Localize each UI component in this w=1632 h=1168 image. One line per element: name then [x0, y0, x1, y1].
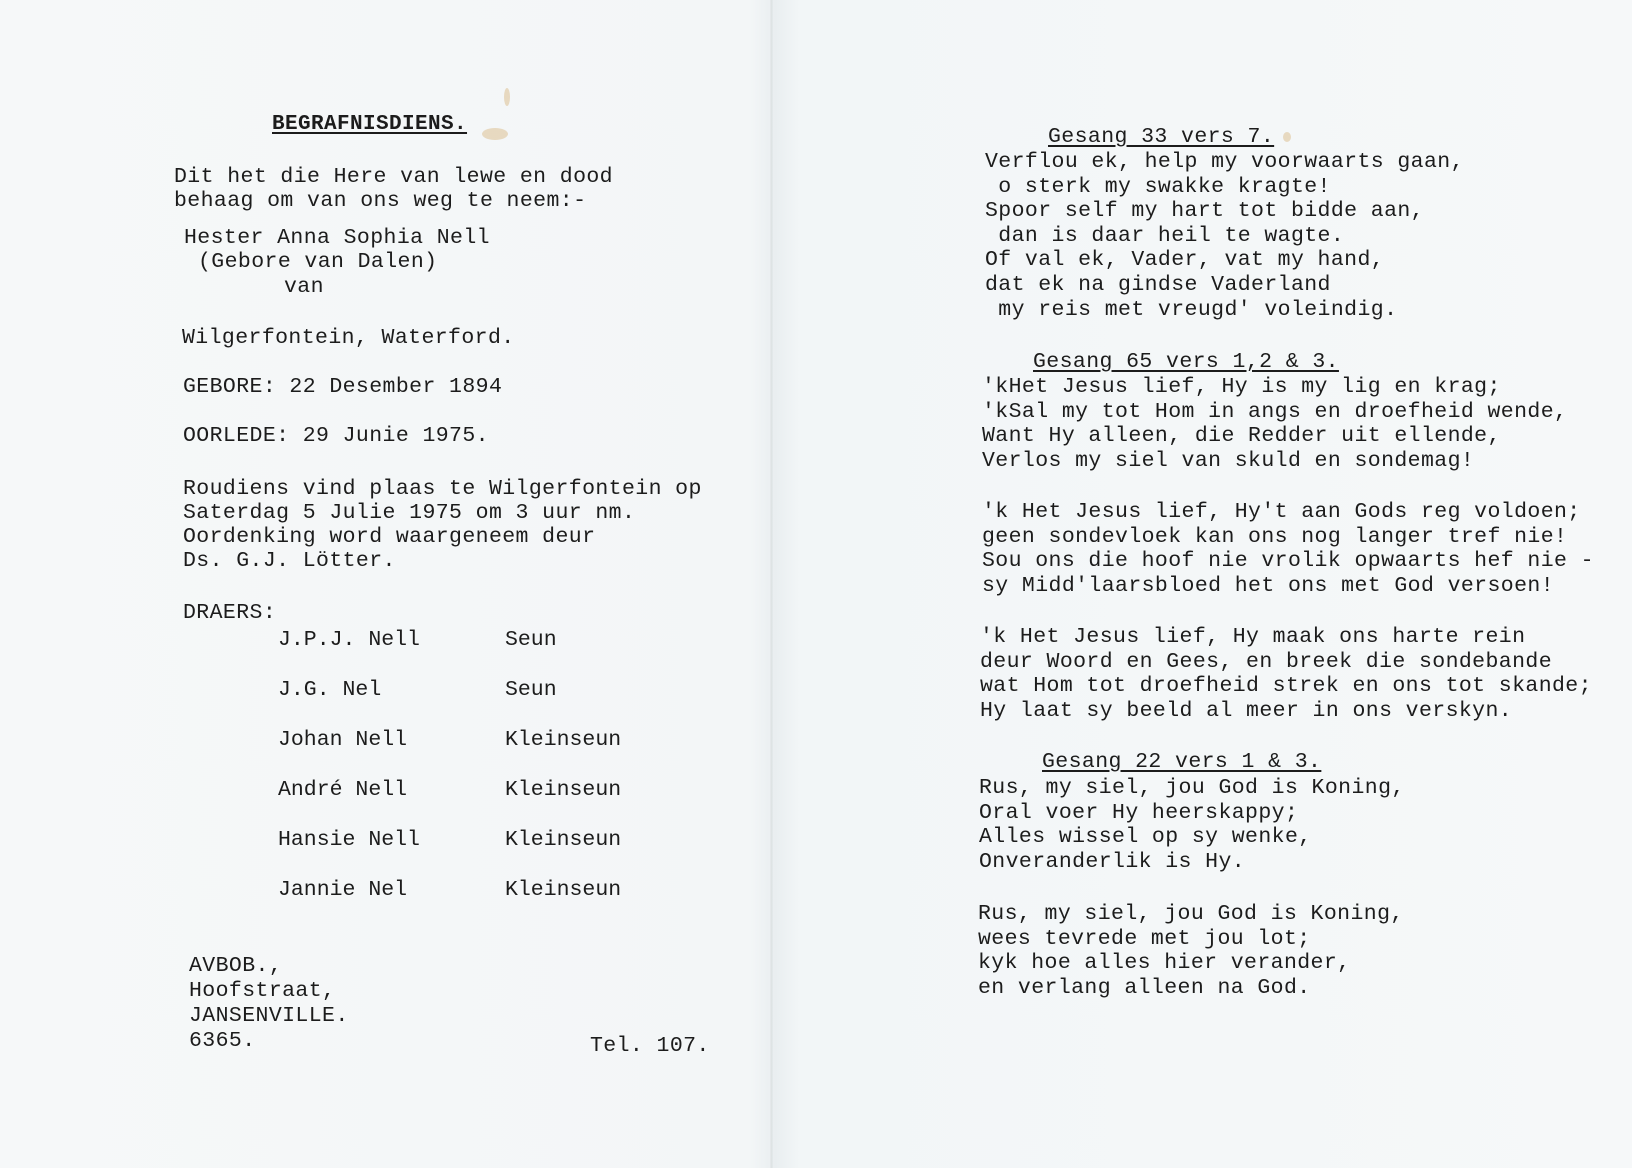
hymn-line: sy Midd'laarsbloed het ons met God versoen!	[982, 573, 1554, 598]
paper-stain	[1283, 132, 1291, 142]
undertaker-line: 6365.	[189, 1029, 256, 1053]
bearer-relation: Kleinseun	[505, 828, 622, 852]
telephone: Tel. 107.	[590, 1034, 710, 1058]
hymn-line: dan is daar heil te wagte.	[985, 223, 1345, 248]
paper-fold	[770, 0, 773, 1168]
hymn-line: dat ek na gindse Vaderland	[985, 272, 1331, 297]
death-date: OORLEDE: 29 Junie 1975.	[183, 424, 489, 448]
hymn-stanza	[982, 375, 1567, 473]
deceased-place: Wilgerfontein, Waterford.	[182, 326, 515, 350]
bearer-name: Johan Nell	[278, 728, 408, 752]
hymn-line: kyk hoe alles hier verander,	[978, 951, 1351, 976]
hymn-line: Hy laat sy beeld al meer in ons verskyn.	[980, 698, 1513, 723]
hymn-line: en verlang alleen na God.	[978, 975, 1311, 1000]
hymn-line: wat Hom tot droefheid strek en ons tot skande;	[980, 674, 1592, 699]
hymn-heading: Gesang 65 vers 1,2 & 3.	[1033, 350, 1339, 374]
undertaker-line: Hoofstraat,	[189, 979, 336, 1003]
hymn-line: Alles wissel op sy wenke,	[979, 825, 1312, 850]
deceased-birth-name: (Gebore van Dalen)	[198, 250, 438, 274]
service-line: Roudiens vind plaas te Wilgerfontein op	[183, 477, 702, 501]
undertaker-line: AVBOB.,	[189, 954, 283, 978]
hymn-line: Rus, my siel, jou God is Koning,	[979, 776, 1405, 800]
hymn-stanza	[978, 902, 1404, 1000]
hymn-line: 'k Het Jesus lief, Hy maak ons harte rein	[980, 625, 1526, 649]
intro-line: behaag om van ons weg te neem:-	[174, 189, 587, 213]
hymn-line: o sterk my swakke kragte!	[985, 174, 1331, 199]
bearer-relation: Kleinseun	[505, 728, 622, 752]
paper-stain	[504, 88, 510, 106]
bearer-relation: Kleinseun	[505, 778, 622, 802]
hymn-line: 'kHet Jesus lief, Hy is my lig en krag;	[982, 375, 1501, 399]
hymn-stanza	[985, 150, 1464, 322]
service-line: Oordenking word waargeneem deur	[183, 525, 596, 549]
hymn-line: Spoor self my hart tot bidde aan,	[985, 199, 1424, 224]
hymn-line: Onveranderlik is Hy.	[979, 849, 1246, 874]
page-title: BEGRAFNISDIENS.	[272, 113, 468, 136]
service-line: Ds. G.J. Lötter.	[183, 549, 396, 573]
hymn-stanza	[979, 776, 1405, 874]
hymn-line: Of val ek, Vader, vat my hand,	[985, 248, 1385, 273]
birth-date: GEBORE: 22 Desember 1894	[183, 375, 503, 399]
deceased-name: Hester Anna Sophia Nell	[184, 226, 490, 250]
hymn-line: geen sondevloek kan ons nog langer tref nie!	[982, 524, 1568, 549]
bearer-name: André Nell	[278, 778, 408, 802]
hymn-line: deur Woord en Gees, en breek die sondebande	[980, 649, 1552, 674]
intro-line: Dit het die Here van lewe en dood	[174, 165, 613, 189]
deceased-van: van	[284, 275, 324, 299]
hymn-line: Verflou ek, help my voorwaarts gaan,	[985, 150, 1464, 174]
bearer-name: Jannie Nel	[278, 878, 408, 902]
bearer-name: Hansie Nell	[278, 828, 420, 852]
undertaker-line: JANSENVILLE.	[189, 1004, 349, 1028]
hymn-line: Verlos my siel van skuld en sondemag!	[982, 448, 1475, 473]
hymn-stanza	[980, 625, 1592, 723]
hymn-line: Sou ons die hoof nie vrolik opwaarts hef nie -	[982, 549, 1594, 574]
paper-stain	[482, 128, 508, 140]
service-line: Saterdag 5 Julie 1975 om 3 uur nm.	[183, 501, 636, 525]
bearer-relation: Kleinseun	[505, 878, 622, 902]
bearer-name: J.G. Nel	[278, 678, 382, 702]
hymn-line: Want Hy alleen, die Redder uit ellende,	[982, 424, 1501, 449]
hymn-line: wees tevrede met jou lot;	[978, 926, 1311, 951]
hymn-line: my reis met vreugd' voleindig.	[985, 297, 1398, 322]
bearers-label: DRAERS:	[183, 601, 277, 625]
hymn-line: 'kSal my tot Hom in angs en droefheid wende,	[982, 399, 1568, 424]
hymn-line: 'k Het Jesus lief, Hy't aan Gods reg voldoen;	[982, 500, 1581, 524]
hymn-line: Rus, my siel, jou God is Koning,	[978, 902, 1404, 926]
hymn-heading: Gesang 22 vers 1 & 3.	[1042, 750, 1322, 774]
bearer-name: J.P.J. Nell	[278, 628, 420, 652]
hymn-line: Oral voer Hy heerskappy;	[979, 800, 1299, 825]
bearer-relation: Seun	[505, 628, 557, 652]
hymn-heading: Gesang 33 vers 7.	[1048, 125, 1275, 149]
hymn-stanza	[982, 500, 1594, 598]
bearer-relation: Seun	[505, 678, 557, 702]
